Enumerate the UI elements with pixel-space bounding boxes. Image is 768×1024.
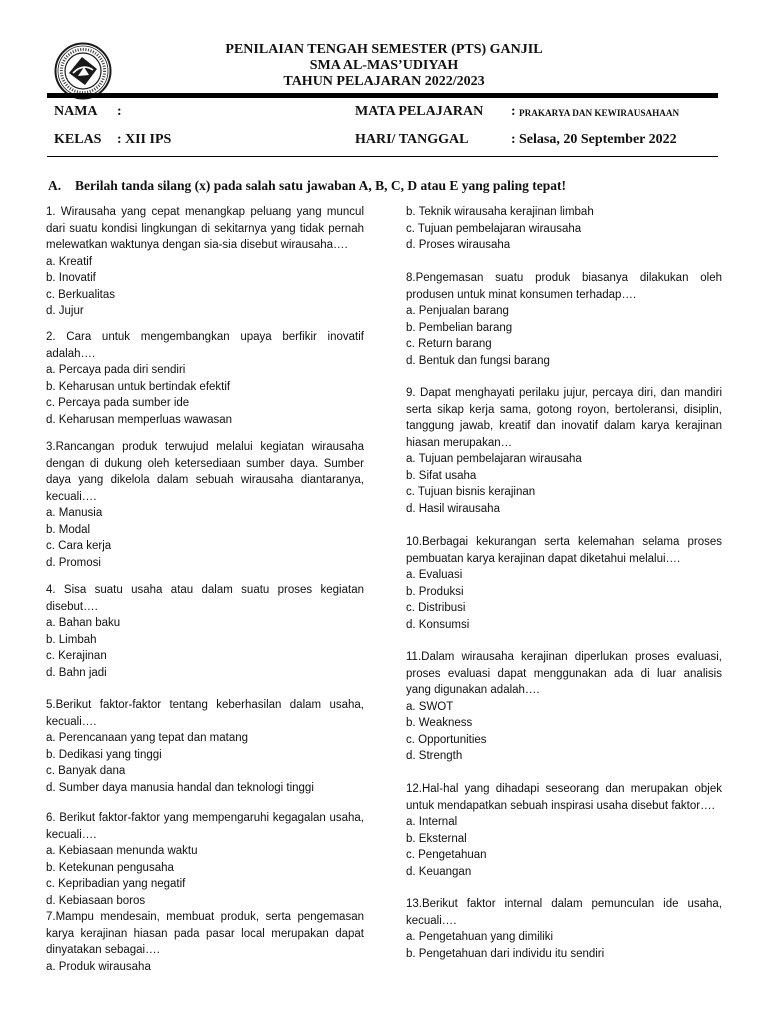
date-value: Selasa, 20 September 2022: [519, 132, 677, 147]
question-stem-line: yang digunakan adalah….: [406, 684, 540, 696]
option-b: b. Inovatif: [46, 272, 96, 284]
option-c: c. Berkualitas: [46, 288, 116, 301]
option-c: c. Banyak dana: [46, 765, 126, 777]
question-stem-line: melewatkan waktunya dengan sia-sia disebut wirausaha….: [46, 239, 348, 251]
option-b: b. Weakness: [406, 717, 473, 729]
section-instruction: Berilah tanda silang (x) pada salah satu jawaban A, B, C, D atau E yang paling tepat!: [75, 178, 566, 193]
option-d: d. Kebiasaan boros: [46, 894, 146, 907]
question-stem-line: kecuali….: [46, 490, 97, 503]
question-9: [406, 385, 722, 517]
option-d: d. Keharusan memperluas wawasan: [46, 413, 233, 426]
header-divider: [47, 93, 718, 98]
option-a: a. Kebiasaan menunda waktu: [46, 845, 198, 857]
question-stem-line: 8.Pengemasan suatu produk biasanya dilakukan oleh: [406, 272, 722, 284]
exam-title: [0, 42, 768, 90]
option-c: c. Return barang: [406, 338, 492, 350]
question-stem-line: dengan di dukung oleh ketersediaan sumber daya. Sumber: [46, 457, 364, 470]
question-1: [46, 204, 364, 320]
option-c: c. Kerajinan: [46, 650, 107, 662]
option-d: d. Bahn jadi: [46, 666, 107, 679]
option-d: d. Strength: [406, 750, 463, 762]
option-b: b. Produksi: [406, 585, 464, 598]
question-stem-line: 13.Berikut faktor internal dalam pemunculan ide usaha,: [406, 898, 722, 910]
option-d: d. Keuangan: [406, 865, 472, 878]
subject-value: PRAKARYA DAN KEWIRAUSAHAAN: [519, 108, 680, 118]
option-b: b. Teknik wirausaha kerajinan limbah: [406, 206, 594, 218]
question-stem-line: 1. Wirausaha yang cepat menangkap peluang yang muncul: [46, 206, 364, 218]
option-a: a. Kreatif: [46, 255, 93, 268]
question-stem-line: kecuali….: [406, 914, 457, 927]
question-stem-line: 11.Dalam wirausaha kerajinan diperlukan proses evaluasi,: [406, 651, 722, 663]
question-stem-line: 3.Rancangan produk terwujud melalui kegiatan wirausaha: [46, 441, 364, 453]
option-d: d. Promosi: [46, 556, 101, 569]
option-d: d. Jujur: [46, 305, 84, 317]
question-stem-line: untuk mendapatkan sebuah inspirasi usaha disebut faktor….: [406, 799, 715, 812]
option-a: a. Bahan baku: [46, 617, 121, 629]
option-a: a. Percaya pada diri sendiri: [46, 364, 186, 376]
school-name: SMA AL-MAS’UDIYAH: [309, 58, 459, 73]
option-b: b. Modal: [46, 523, 91, 536]
option-c: c. Tujuan bisnis kerajinan: [406, 486, 536, 498]
question-stem-line: karya kerajinan hiasan pada pasar local merupakan dapat: [46, 927, 364, 940]
option-d: d. Sumber daya manusia handal dan teknologi tinggi: [46, 781, 314, 794]
option-b: b. Sifat usaha: [406, 469, 477, 482]
option-b: b. Dedikasi yang tinggi: [46, 748, 162, 761]
question-3: [46, 439, 364, 571]
question-stem-line: kecuali….: [46, 715, 97, 728]
question-2: [46, 329, 364, 428]
option-c: c. Tujuan pembelajaran wirausaha: [406, 222, 582, 235]
option-a: a. Tujuan pembelajaran wirausaha: [406, 453, 582, 465]
option-d: d. Bentuk dan fungsi barang: [406, 354, 550, 367]
option-c: c. Pengetahuan: [406, 849, 487, 861]
option-a: a. SWOT: [406, 700, 454, 713]
question-stem-line: proses evaluasi dapat menggunakan ada di luar analisis: [406, 667, 722, 680]
question-stem-line: produsen untuk minat konsumen terhadap….: [406, 288, 637, 301]
question-stem-line: 2. Cara untuk mengembangkan upaya berfikir inovatif: [46, 331, 364, 343]
question-stem-line: hiasan merupakan…: [406, 436, 513, 449]
question-stem-line: 9. Dapat menghayati perilaku jujur, percaya diri, dan mandiri: [406, 387, 722, 399]
option-b: b. Limbah: [46, 633, 97, 646]
question-4: [46, 582, 364, 681]
question-stem-line: pembuatan karya kerajinan dapat diketahui melalui….: [406, 552, 681, 565]
class-value: XII IPS: [125, 132, 172, 147]
question-6: [46, 810, 364, 909]
question-stem-line: 4. Sisa suatu usaha atau dalam suatu proses kegiatan: [46, 584, 364, 596]
name-colon: :: [117, 104, 122, 119]
option-c: c. Opportunities: [406, 733, 487, 746]
question-stem-line: dinyatakan sebagai….: [46, 944, 160, 956]
question-11: [406, 649, 722, 765]
option-b: b. Pembelian barang: [406, 321, 513, 334]
class-label: KELAS: [54, 132, 102, 147]
question-stem-line: kecuali….: [46, 828, 97, 841]
question-stem-line: 7.Mampu mendesain, membuat produk, serta pengemasan: [46, 911, 364, 923]
option-d: d. Proses wirausaha: [406, 239, 511, 251]
exam-title-line: PENILAIAN TENGAH SEMESTER (PTS) GANJIL: [225, 42, 543, 57]
question-stem-line: 6. Berikut faktor-faktor yang mempengaruhi kegagalan usaha,: [46, 812, 364, 824]
option-a: a. Penjualan barang: [406, 305, 509, 317]
question-stem-line: 12.Hal-hal yang dihadapi seseorang dan merupakan objek: [406, 783, 722, 795]
question-stem-line: tanggung jawab, kreatif dan inovatif dalam karya kerajinan: [406, 420, 722, 432]
question-10: [406, 534, 722, 633]
subject-colon: :: [511, 104, 516, 119]
option-b: b. Ketekunan pengusaha: [46, 861, 174, 874]
option-a: a. Evaluasi: [406, 569, 463, 581]
option-b: b. Eksternal: [406, 832, 467, 845]
section-letter: A.: [48, 178, 62, 193]
question-stem-line: 10.Berbagai kekurangan serta kelemahan selama proses: [406, 536, 722, 548]
question-7: [46, 909, 364, 975]
question-stem-line: serta sikap kerja sama, gotong royon, bertoleransi, disiplin,: [406, 403, 722, 416]
question-stem-line: daya yang dikelola dalam sebuah wirausaha diantaranya,: [46, 474, 364, 486]
date-colon: :: [511, 132, 516, 147]
option-c: c. Distribusi: [406, 602, 466, 614]
question-stem-line: disebut….: [46, 600, 98, 613]
option-d: d. Konsumsi: [406, 618, 470, 631]
option-a: a. Pengetahuan yang dimiliki: [406, 931, 554, 943]
option-b: b. Pengetahuan dari individu itu sendiri: [406, 947, 605, 960]
option-d: d. Hasil wirausaha: [406, 502, 500, 515]
question-5: [46, 697, 364, 796]
option-a: a. Produk wirausaha: [46, 960, 151, 973]
option-c: c. Kepribadian yang negatif: [46, 878, 186, 890]
question-12: [406, 781, 722, 880]
option-b: b. Keharusan untuk bertindak efektif: [46, 380, 231, 393]
question-7-continued: [406, 204, 722, 254]
identity-divider: [47, 156, 718, 157]
question-stem-line: dari suatu kondisi lingkungan di sekitarnya yang tidak pernah: [46, 222, 364, 235]
academic-year: TAHUN PELAJARAN 2022/2023: [283, 74, 485, 89]
class-colon: :: [117, 132, 122, 147]
option-a: a. Internal: [406, 816, 458, 828]
subject-label: MATA PELAJARAN: [355, 104, 484, 119]
question-stem-line: 5.Berikut faktor-faktor tentang keberhasilan dalam usaha,: [46, 699, 364, 711]
date-label: HARI/ TANGGAL: [355, 132, 469, 147]
option-c: c. Percaya pada sumber ide: [46, 397, 190, 409]
option-a: a. Manusia: [46, 507, 103, 519]
name-label: NAMA: [54, 104, 98, 119]
question-8: [406, 270, 722, 369]
question-stem-line: adalah….: [46, 347, 96, 360]
option-c: c. Cara kerja: [46, 540, 112, 552]
question-13: [406, 896, 722, 962]
option-a: a. Perencanaan yang tepat dan matang: [46, 732, 249, 744]
